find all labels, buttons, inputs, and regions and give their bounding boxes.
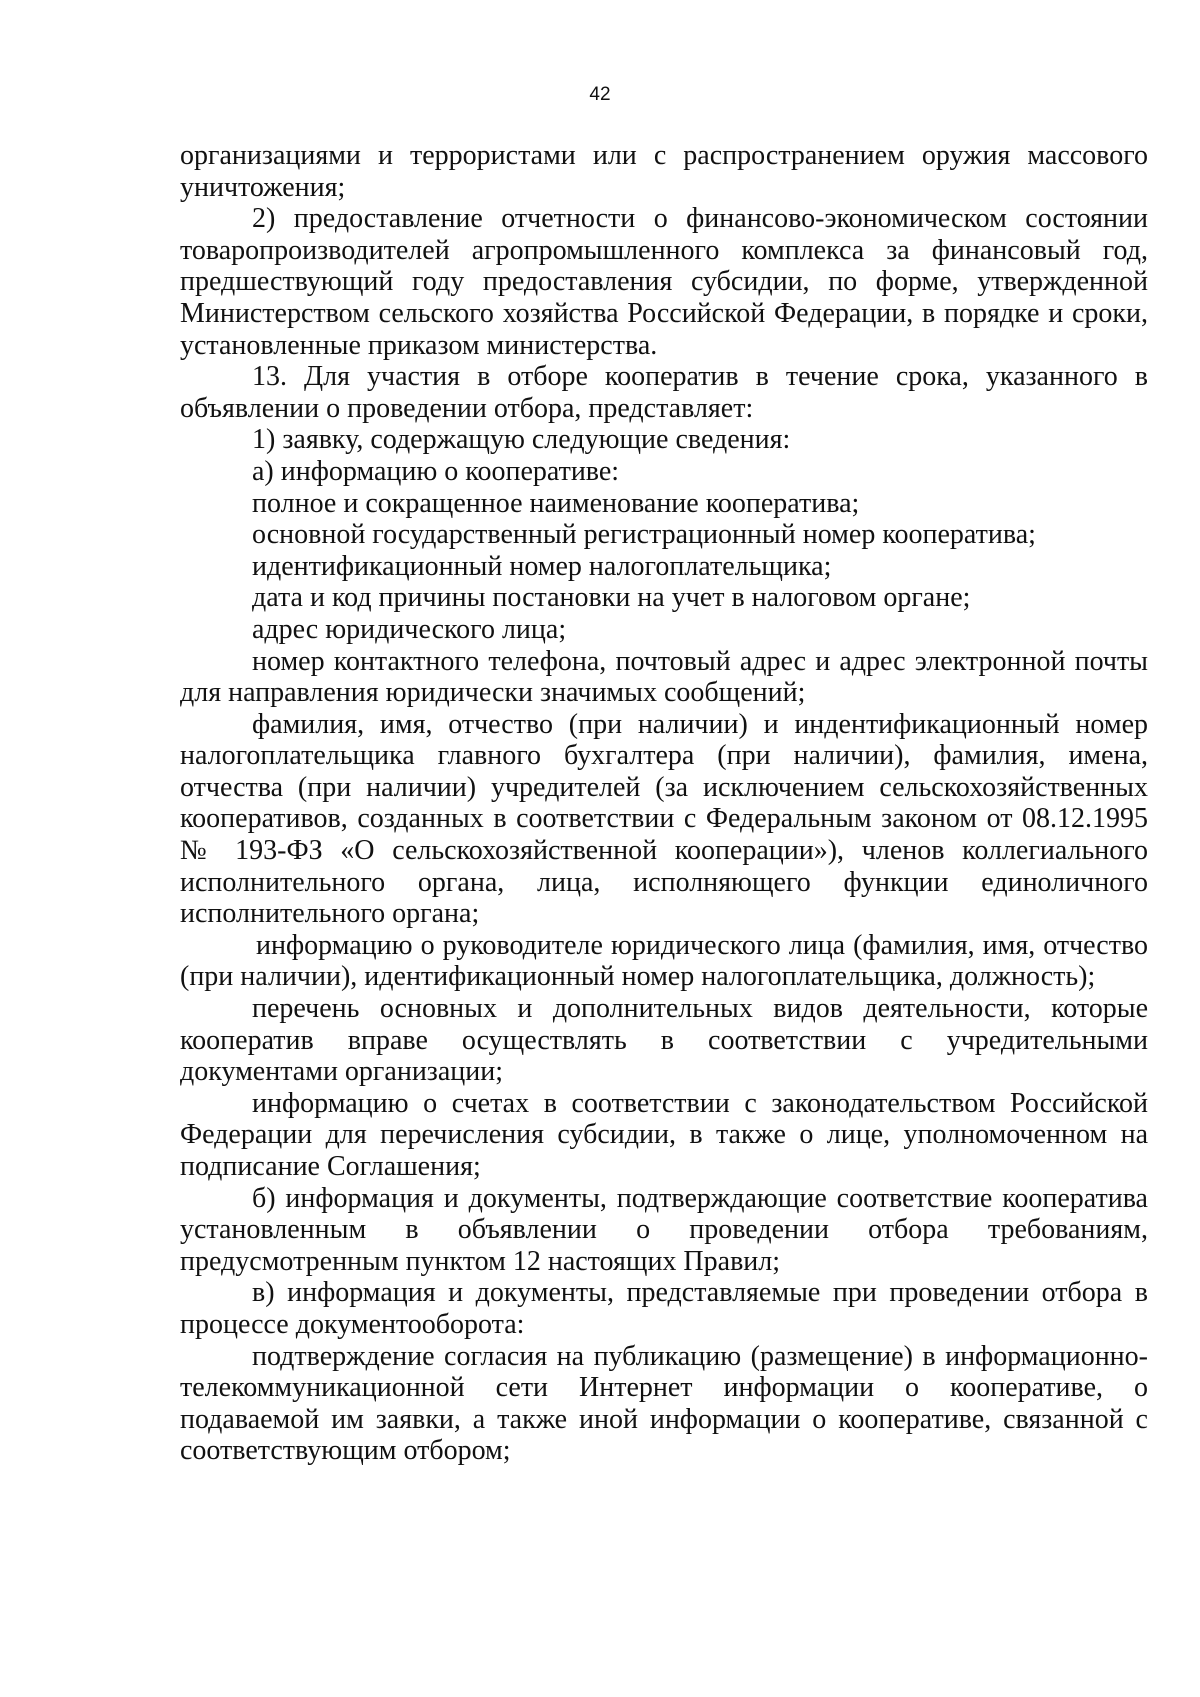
paragraph-inn: идентификационный номер налогоплательщика; [252, 550, 832, 582]
paragraph-cooperative-name: полное и сокращенное наименование кооператива; [252, 487, 860, 519]
paragraph-clause-13: 13. Для участия в отборе кооператив в течение срока, указанного в объявлении о проведении отбора, представляет: [180, 361, 1148, 424]
paragraph-ogrn: основной государственный регистрационный номер кооператива; [252, 519, 1036, 551]
paragraph-activities: перечень основных и дополнительных видов деятельности, которые кооператив вправе осуществлять в соответствии с учредительными документами организации; [180, 993, 1148, 1088]
paragraph-item-v: в) информация и документы, представляемые при проведении отбора в процессе документооборота: [180, 1277, 1148, 1340]
paragraph-item-2: 2) предоставление отчетности о финансово-экономическом состоянии товаропроизводителей агропромышленного комплекса за финансовый год, предшествующий году предоставления субсидии, по форме, утвержденной Министерством сельского хозяйства Российской Федерации, в порядке и сроки, установленные приказом министерства. [180, 203, 1148, 361]
paragraph-accounts: информацию о счетах в соответствии с законодательством Российской Федерации для перечисления субсидии, в также о лице, уполномоченном на подписание Соглашения; [180, 1087, 1148, 1182]
paragraph-item-1: 1) заявку, содержащую следующие сведения: [252, 424, 791, 456]
paragraph-continuation: организациями и террористами или с распространением оружия массового уничтожения; [180, 140, 1148, 203]
paragraph-head-info: информацию о руководителе юридического лица (фамилия, имя, отчество (при наличии), идентификационный номер налогоплательщика, должность); [180, 929, 1148, 993]
paragraph-item-a: а) информацию о кооперативе: [252, 455, 620, 487]
paragraph-publication-consent: подтверждение согласия на публикацию (размещение) в информационно-телекоммуникационной сети Интернет информации о кооперативе, о подаваемой им заявки, а также иной информации о кооперативе, связанной с соответствующим отбором; [180, 1340, 1148, 1467]
paragraph-legal-address: адрес юридического лица; [252, 613, 567, 645]
page-number: 42 [589, 84, 611, 105]
paragraph-item-b: б) информация и документы, подтверждающие соответствие кооператива установленным в объявлении о проведении отбора требованиям, предусмотренным пунктом 12 настоящих Правил; [180, 1182, 1148, 1277]
paragraph-contacts: номер контактного телефона, почтовый адрес и адрес электронной почты для направления юридически значимых сообщений; [180, 645, 1148, 709]
document-body [180, 140, 1148, 1467]
paragraph-tax-registration: дата и код причины постановки на учет в налоговом органе; [252, 582, 971, 614]
paragraph-persons: фамилия, имя, отчество (при наличии) и индентификационный номер налогоплательщика главного бухгалтера (при наличии), фамилия, имена, отчества (при наличии) учредителей (за исключением сельскохозяйственных кооперативов, созданных в соответствии с Федеральным законом от 08.12.1995 № 193-ФЗ «О сельскохозяйственной кооперации»), членов коллегиального исполнительного органа, лица, исполняющего функции единоличного исполнительного органа; [180, 708, 1148, 930]
